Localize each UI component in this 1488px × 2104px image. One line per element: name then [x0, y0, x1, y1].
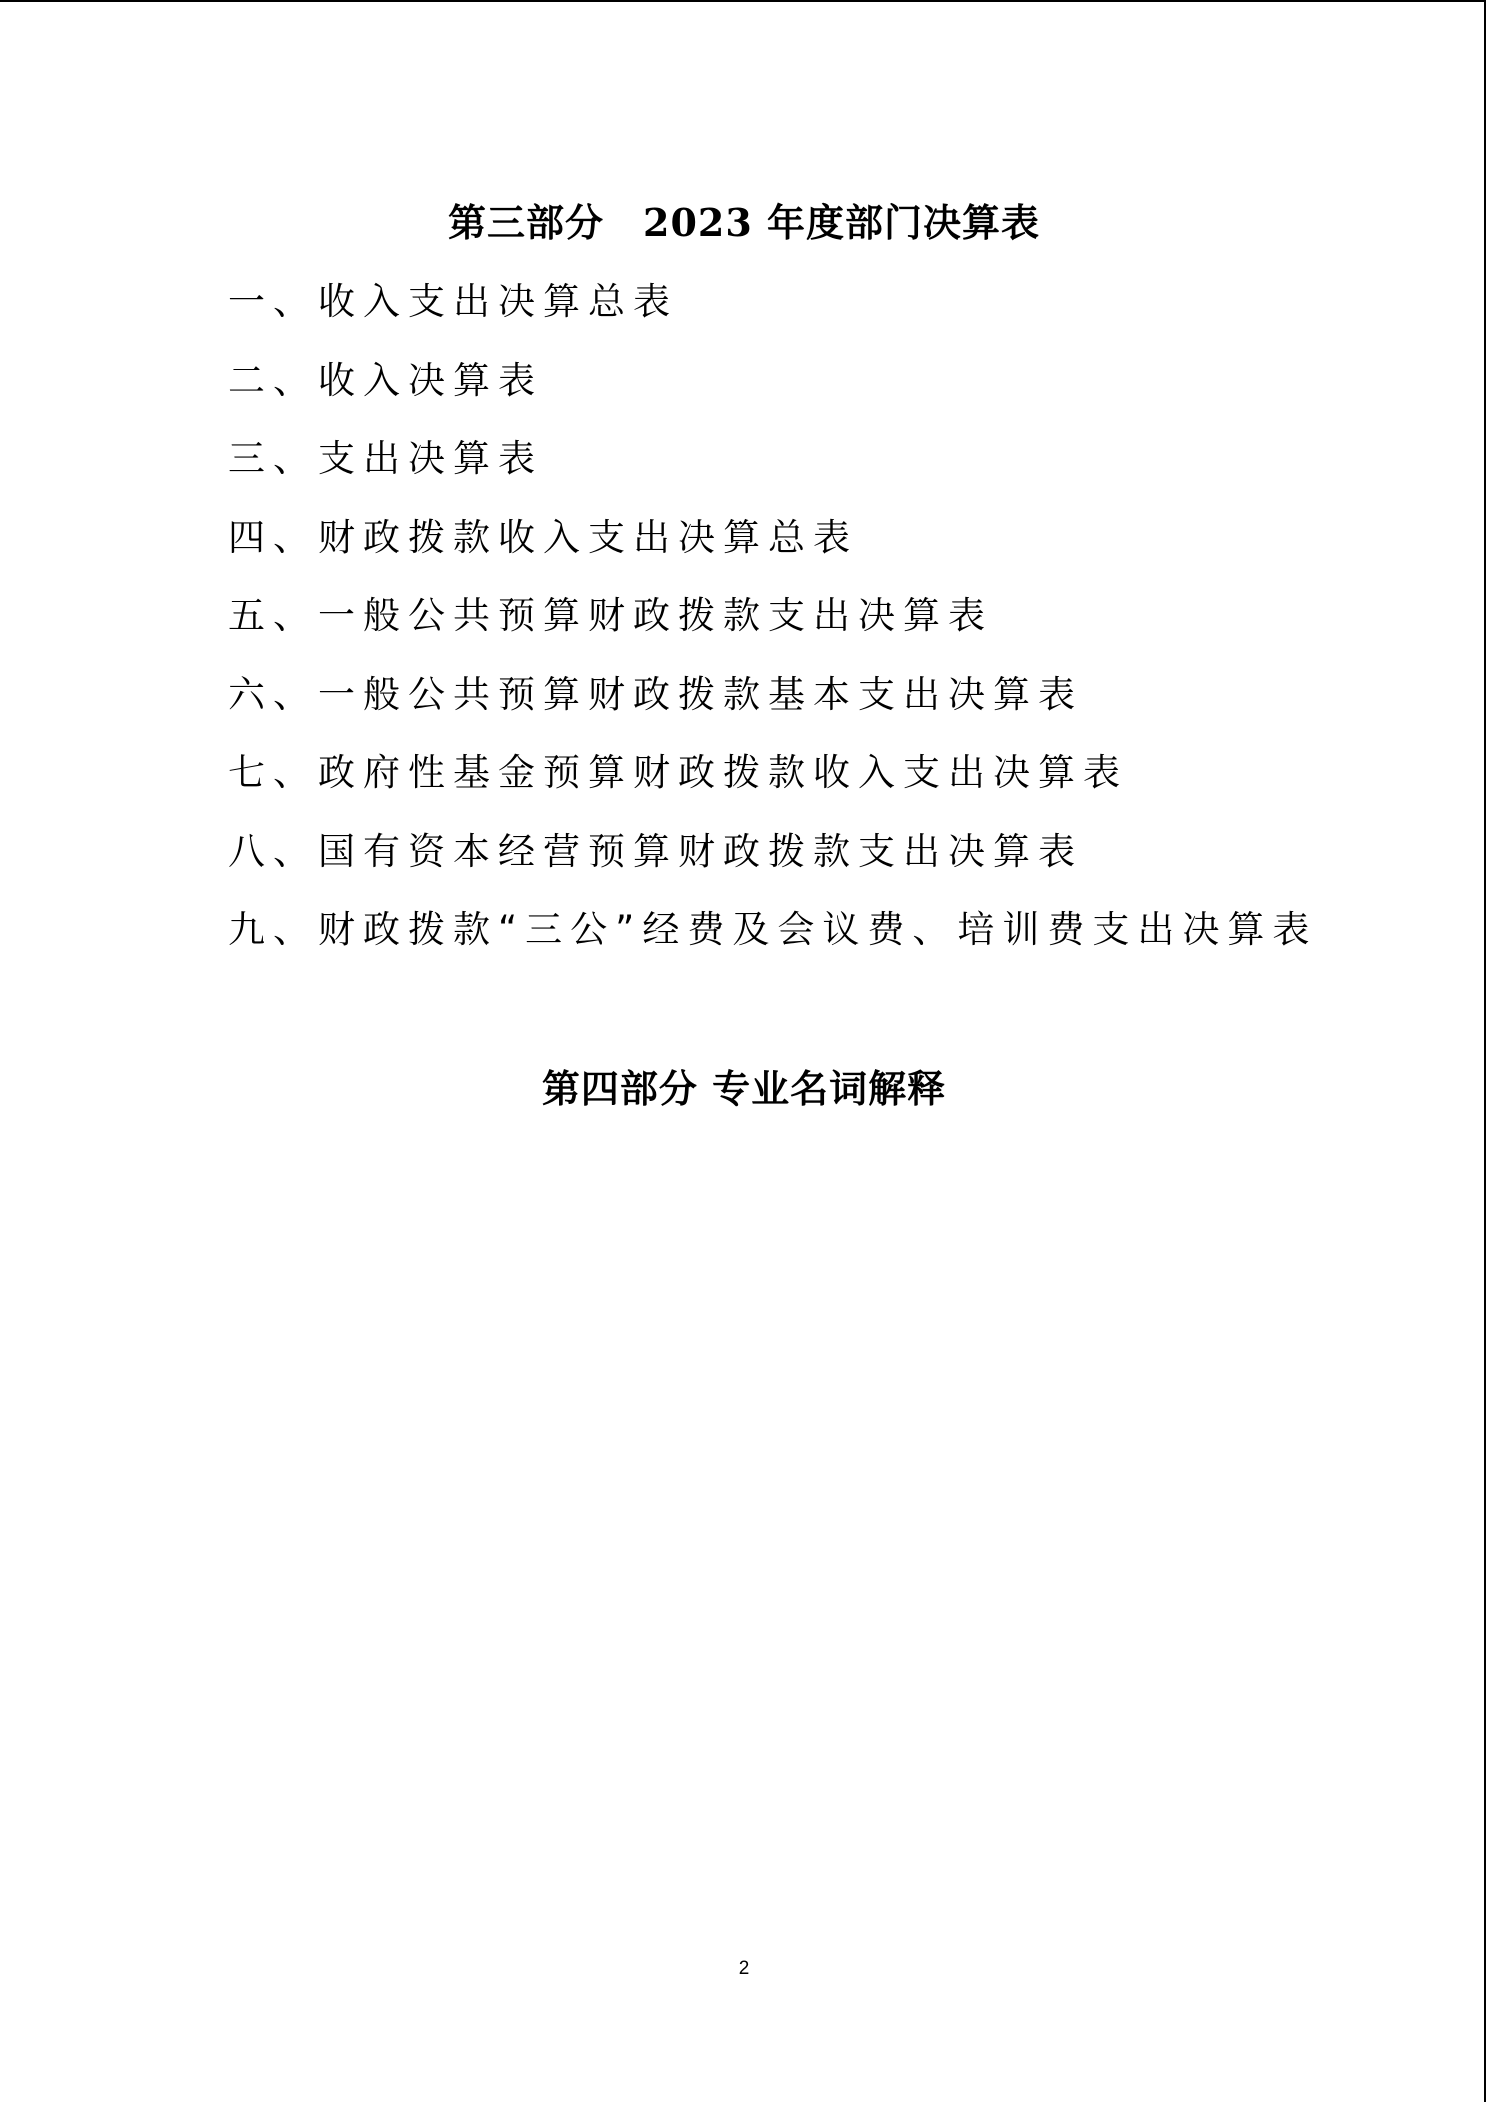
section-title-part4: 第四部分 专业名词解释: [541, 1066, 947, 1111]
section-title-part3: 第三部分 2023 年度部门决算表: [448, 200, 1040, 245]
list-item: 五、一般公共预算财政拨款支出决算表: [228, 594, 993, 637]
page-number: 2: [738, 1958, 750, 1979]
table-list: [228, 272, 1317, 979]
list-item: 一、收入支出决算总表: [228, 280, 678, 323]
list-item: 三、支出决算表: [228, 437, 543, 480]
list-item: 七、政府性基金预算财政拨款收入支出决算表: [228, 751, 1128, 794]
list-item: 九、财政拨款“三公”经费及会议费、培训费支出决算表: [228, 908, 1318, 951]
list-item: 四、财政拨款收入支出决算总表: [228, 515, 858, 559]
list-item: 六、一般公共预算财政拨款基本支出决算表: [228, 672, 1083, 716]
list-item: 二、收入决算表: [228, 358, 543, 402]
list-item: 八、国有资本经营预算财政拨款支出决算表: [228, 829, 1083, 873]
